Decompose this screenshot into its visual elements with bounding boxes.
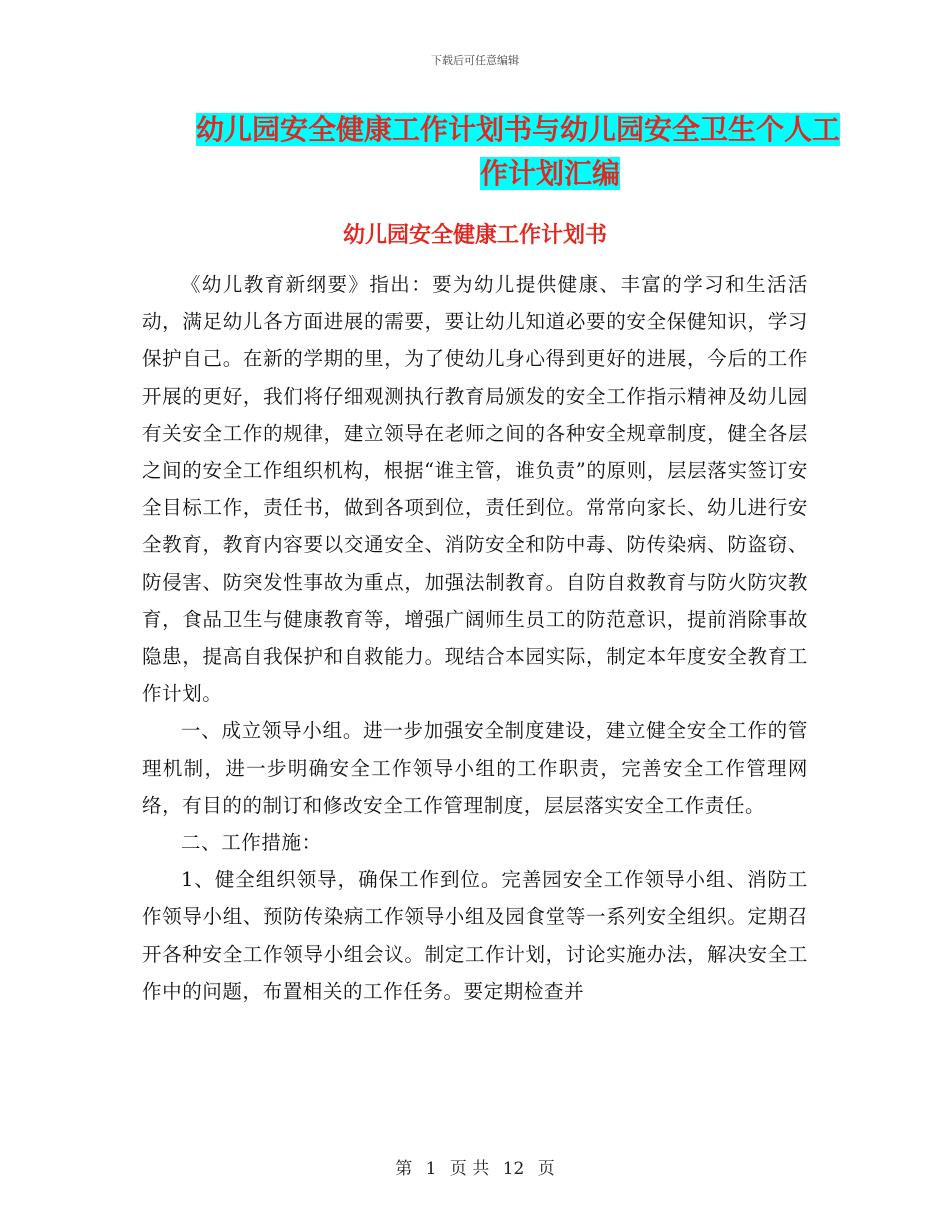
- footer-prefix: 第: [395, 1159, 413, 1179]
- title-line-2-text: 作计划汇编: [479, 157, 620, 190]
- page-footer: [0, 1154, 950, 1179]
- footer-suffix: 页: [537, 1159, 555, 1179]
- header-note: 下载后可任意编辑: [431, 54, 519, 67]
- section-title: 幼儿园安全健康工作计划书: [342, 223, 607, 248]
- document-title: [140, 108, 860, 196]
- paragraph-intro: 《幼儿教育新纲要》指出：要为幼儿提供健康、丰富的学习和生活活动，满足幼儿各方面进展的需要，要让幼儿知道必要的安全保健知识，学习保护自己。在新的学期的里，为了使幼儿身心得到更好的进展，今后的工作开展的更好，我们将仔细观测执行教育局颁发的安全工作指示精神及幼儿园有关安全工作的规律，建立领导在老师之间的各种安全规章制度，健全各层之间的安全工作组织机构，根据“谁主管，谁负责”的原则，层层落实签订安全目标工作，责任书，做到各项到位，责任到位。常常向家长、幼儿进行安全教育，教育内容要以交通安全、消防安全和防中毒、防传染病、防盗窃、防侵害、防突发性事故为重点，加强法制教育。自防自救教育与防火防灾教育，食品卫生与健康教育等，增强广阔师生员工的防范意识，提前消除事故隐患，提高自我保护和自救能力。现结合本园实际，制定本年度安全教育工作计划。: [142, 273, 808, 706]
- footer-middle: 页 共: [449, 1159, 490, 1179]
- title-line-2: [140, 152, 860, 196]
- title-line-1-text: 幼儿园安全健康工作计划书与幼儿园安全卫生个人工: [196, 113, 841, 146]
- paragraph-measures-heading: 二、工作措施：: [181, 831, 322, 855]
- paragraph-measure-1: 1、健全组织领导，确保工作到位。完善园安全工作领导小组、消防工作领导小组、预防传染病工作领导小组及园食堂等一系列安全组织。定期召开各种安全工作领导小组会议。制定工作计划，讨论实施办法，解决安全工作中的问题，布置相关的工作任务。要定期检查并: [142, 868, 808, 1003]
- title-line-1: [140, 108, 860, 152]
- paragraph-leadership-group: 一、成立领导小组。进一步加强安全制度建设，建立健全安全工作的管理机制，进一步明确安全工作领导小组的工作职责，完善安全工作管理网络，有目的的制订和修改安全工作管理制度，层层落实安全工作责任。: [142, 719, 808, 817]
- footer-total-pages: 12: [502, 1159, 525, 1179]
- body-text: [142, 266, 808, 1010]
- footer-page-number: 1: [425, 1159, 437, 1179]
